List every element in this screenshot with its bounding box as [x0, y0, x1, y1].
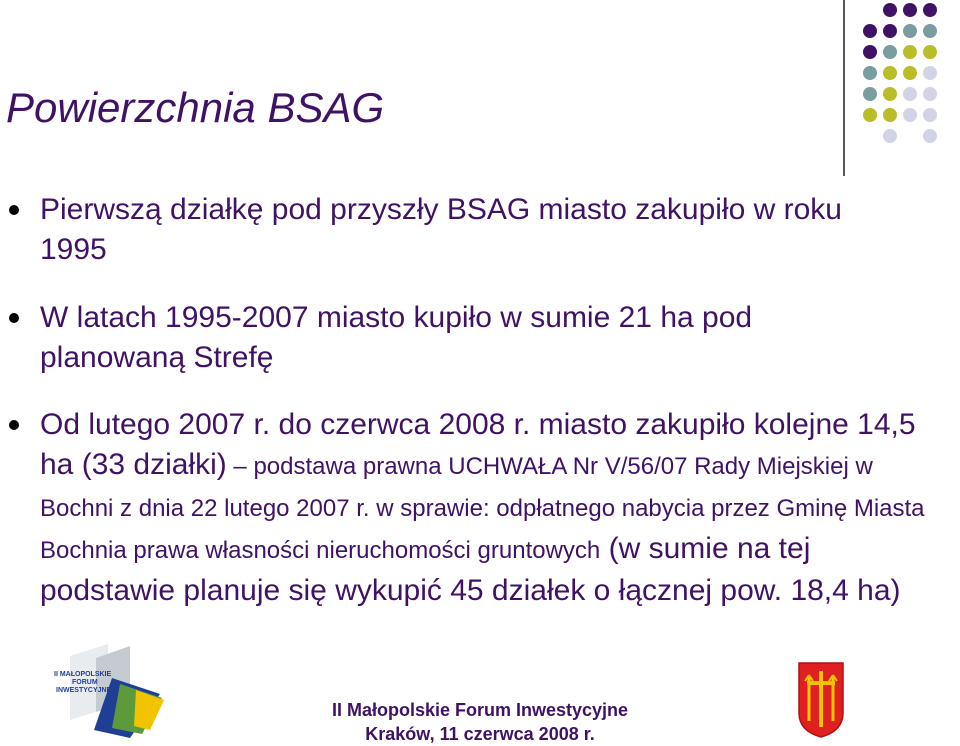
bullet-text-1: Pierwszą działkę pod przyszły BSAG miasto zakupiło w roku 1995: [40, 193, 842, 266]
logo-text-line3: INWESTYCYJNE: [56, 687, 112, 694]
decorative-dot: [883, 66, 897, 80]
bullet-icon: [9, 313, 19, 323]
decorative-dot: [863, 45, 877, 59]
decorative-dot: [863, 66, 877, 80]
decorative-dot: [863, 24, 877, 38]
decorative-vertical-line: [843, 0, 845, 176]
footer-date: Kraków, 11 czerwca 2008 r.: [365, 724, 595, 744]
logo-text-line1: II MAŁOPOLSKIE: [54, 671, 112, 678]
decorative-dot: [903, 24, 917, 38]
decorative-dot: [863, 87, 877, 101]
decorative-dot: [923, 45, 937, 59]
decorative-dot: [923, 129, 937, 143]
decorative-dot: [883, 24, 897, 38]
decorative-dot: [923, 24, 937, 38]
bullet-icon: [9, 205, 19, 215]
decorative-dot: [883, 129, 897, 143]
decorative-dot-grid: [0, 0, 960, 160]
bullet-3-legal-basis: – podstawa prawna UCHWAŁA Nr V/56/07 Rady Miejskiej w Bochni z dnia 22 lutego 2007 r. w sprawie: odpłatnego nabycia przez Gminę Miasta Bochnia prawa własności nieruchomości gruntowych: [40, 453, 925, 564]
decorative-dot: [903, 45, 917, 59]
slide-title: Powierzchnia BSAG: [6, 84, 385, 131]
bullet-icon: [9, 420, 19, 430]
decorative-dot: [903, 3, 917, 17]
decorative-dot: [923, 87, 937, 101]
bullet-3-plan: (w sumie na tej podstawie planuje się wykupić 45 działek o łącznej pow. 18,4 ha): [40, 532, 901, 607]
decorative-dot: [883, 3, 897, 17]
decorative-dot: [903, 66, 917, 80]
decorative-dot: [923, 108, 937, 122]
bullet-3-main: Od lutego 2007 r. do czerwca 2008 r. miasto zakupiło kolejne 14,5 ha (33 działki): [40, 408, 916, 481]
decorative-dot: [883, 108, 897, 122]
footer-event-name: II Małopolskie Forum Inwestycyjne: [331, 700, 629, 720]
decorative-dot: [903, 87, 917, 101]
decorative-dot: [923, 66, 937, 80]
decorative-dot: [903, 108, 917, 122]
decorative-dot: [863, 108, 877, 122]
footer: [290, 698, 670, 746]
bullet-text-2: W latach 1995-2007 miasto kupiło w sumie 21 ha pod planowaną Strefę: [40, 301, 753, 374]
decorative-dot: [883, 45, 897, 59]
decorative-dot: [883, 87, 897, 101]
decorative-dot: [923, 3, 937, 17]
logo-text-line2: FORUM: [72, 679, 98, 686]
bullet-text-3: [40, 405, 930, 611]
forum-logo: [50, 638, 166, 742]
coat-of-arms-icon: [797, 661, 845, 739]
